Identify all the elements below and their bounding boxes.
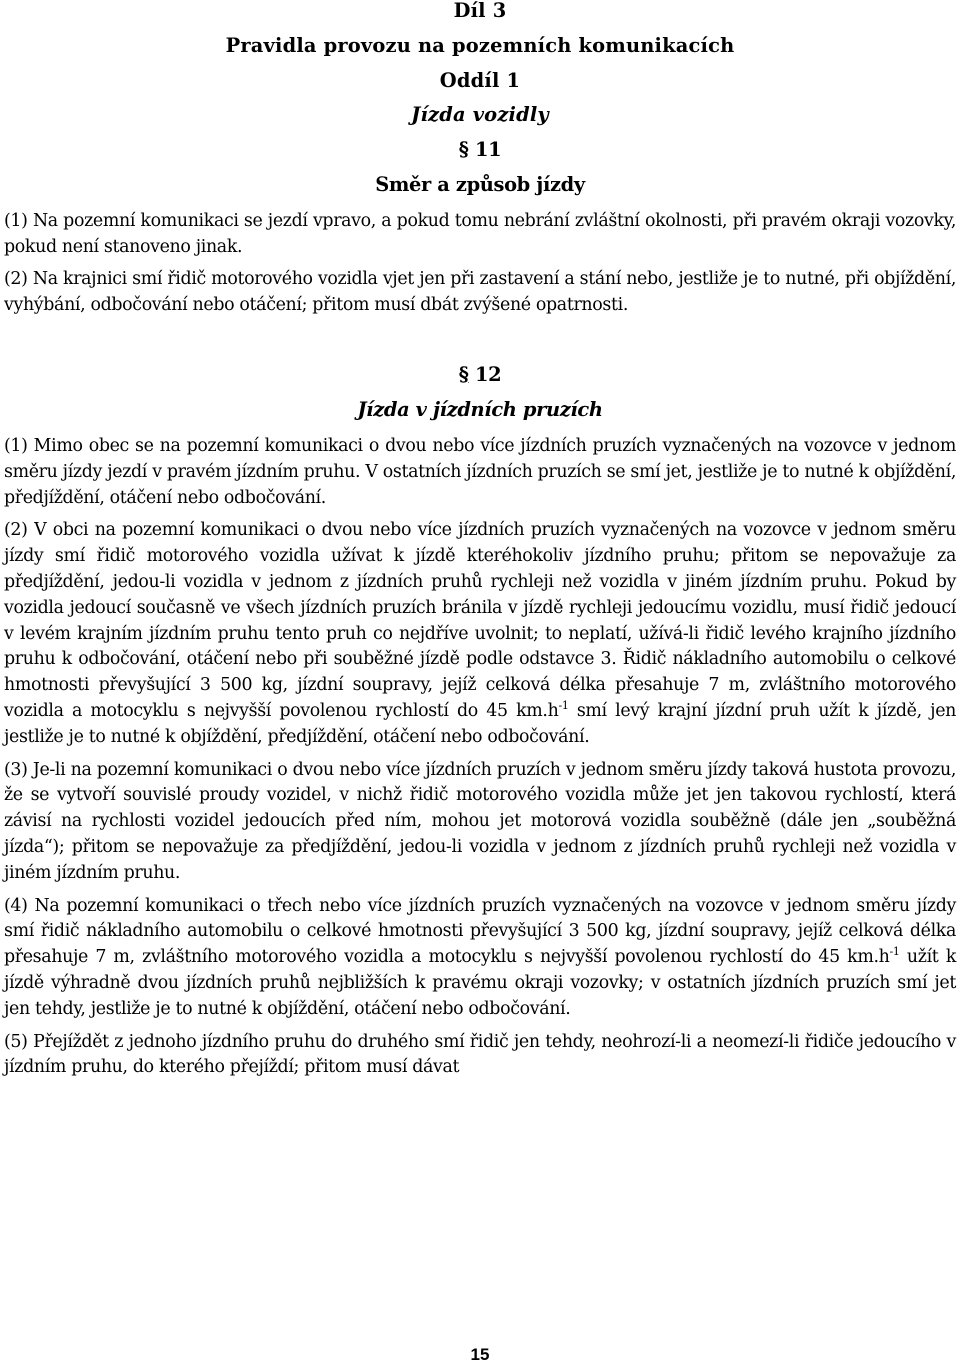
section-11-paragraph-1: (1) Na pozemní komunikaci se jezdí vpravo, a pokud tomu nebrání zvláštní okolnosti, při pravém okraji vozovky, pokud není stanoveno jinak. (4, 210, 956, 257)
section-number: 11 (474, 137, 502, 161)
section-symbol: § (458, 137, 469, 161)
part-heading: Díl 3 (453, 0, 507, 22)
section-12-title: Jízda v jízdních pruzích (357, 398, 603, 422)
section-12-paragraph-2 (4, 518, 956, 750)
division-title: Jízda vozidly (411, 103, 549, 127)
section-12-number (4, 363, 956, 399)
paragraph-text: užít k jízdě výhradně dvou jízdních pruhů nejbližších k pravému okraji vozovky; v ostatních jízdních pruzích smí jet jen tehdy, jestliže je to nutné k objíždění, otáčení nebo odbočování. (4, 947, 957, 1019)
section-12-paragraph-3: (3) Je-li na pozemní komunikaci o dvou nebo více jízdních pruzích v jednom směru jízdy taková hustota provozu, že se vytvoří souvislé proudy vozidel, v nichž řidič motorového vozidla může jet jen takovou rychlostí, která závisí na rychlosti vozidel jedoucích před ním, mohou jet motorová vozidla souběžně (dále jen „souběžná jízda“); přitom se nepovažuje za předjíždění, jedou-li vozidla v jednom z jízdních pruhů rychleji než vozidla v jiném jízdním pruhu. (4, 759, 956, 883)
section-12-paragraph-5: (5) Přejíždět z jednoho jízdního pruhu do druhého smí řidič jen tehdy, neohrozí-li a neomezí-li řidiče jedoucího v jízdním pruhu, do kterého přejíždí; přitom musí dávat (4, 1031, 956, 1078)
superscript: -1 (889, 945, 900, 959)
paragraph-text: smí levý krajní jízdní pruh užít k jízdě, jen jestliže je to nutné k objíždění, předjíždění, otáčení nebo odbočování. (4, 700, 956, 747)
document-page (4, 0, 956, 1081)
section-11-number (4, 138, 956, 174)
paragraph-text: (2) V obci na pozemní komunikaci o dvou nebo více jízdních pruzích vyznačených na vozovce v jednom směru jízdy smí řidič motorového vozidla užívat k jízdě kteréhokoliv jízdního pruhu; přitom se nepovažuje za předjíždění, jedou-li vozidla v jednom z jízdních pruhů rychleji než vozidla v jiném jízdním pruhu. Pokud by vozidla jedoucí současně ve všech jízdních pruzích bránila v jízdě rychleji jedoucímu vozidlu, musí řidič jedoucí v levém krajním jízdním pruhu tento pruh co nejdříve uvolnit; to neplatí, užívá-li řidič levého krajního jízdního pruhu k odbočování, otáčení nebo při souběžné jízdě podle odstavce 3. Řidič nákladního automobilu o celkové hmotnosti převyšující 3 500 kg, jízdní soupravy, jejíž celková délka přesahuje 7 m, zvláštního motorového vozidla a motocyklu s nejvyšší povolenou rychlostí do 45 km.h (4, 520, 956, 721)
section-number: 12 (474, 362, 502, 386)
part-title: Pravidla provozu na pozemních komunikacích (225, 34, 735, 57)
division-heading: Oddíl 1 (439, 68, 521, 92)
section-symbol: § (458, 362, 469, 386)
section-11-paragraph-2: (2) Na krajnici smí řidič motorového vozidla vjet jen při zastavení a stání nebo, jestliže je to nutné, při objíždění, vyhýbání, odbočování nebo otáčení; přitom musí dbát zvýšené opatrnosti. (4, 269, 956, 316)
superscript: -1 (558, 699, 569, 713)
page-number: 15 (470, 1345, 490, 1364)
paragraph-text: (4) Na pozemní komunikaci o třech nebo více jízdních pruzích vyznačených na vozovce v jednom směru jízdy smí řidič nákladního automobilu o celkové hmotnosti převyšující 3 500 kg, jízdní soupravy, jejíž celková délka přesahuje 7 m, zvláštního motorového vozidla a motocyklu s nejvyšší povolenou rychlostí do 45 km.h (4, 895, 956, 968)
section-11-title: Směr a způsob jízdy (375, 173, 585, 197)
section-12-paragraph-1: (1) Mimo obec se na pozemní komunikaci o dvou nebo více jízdních pruzích vyznačených na vozovce v jednom směru jízdy jezdí v pravém jízdním pruhu. V ostatních jízdních pruzích se smí jet, jestliže je to nutné k objíždění, předjíždění, otáčení nebo odbočování. (4, 435, 956, 508)
section-spacer (4, 319, 956, 363)
section-12-paragraph-4 (4, 894, 956, 1023)
